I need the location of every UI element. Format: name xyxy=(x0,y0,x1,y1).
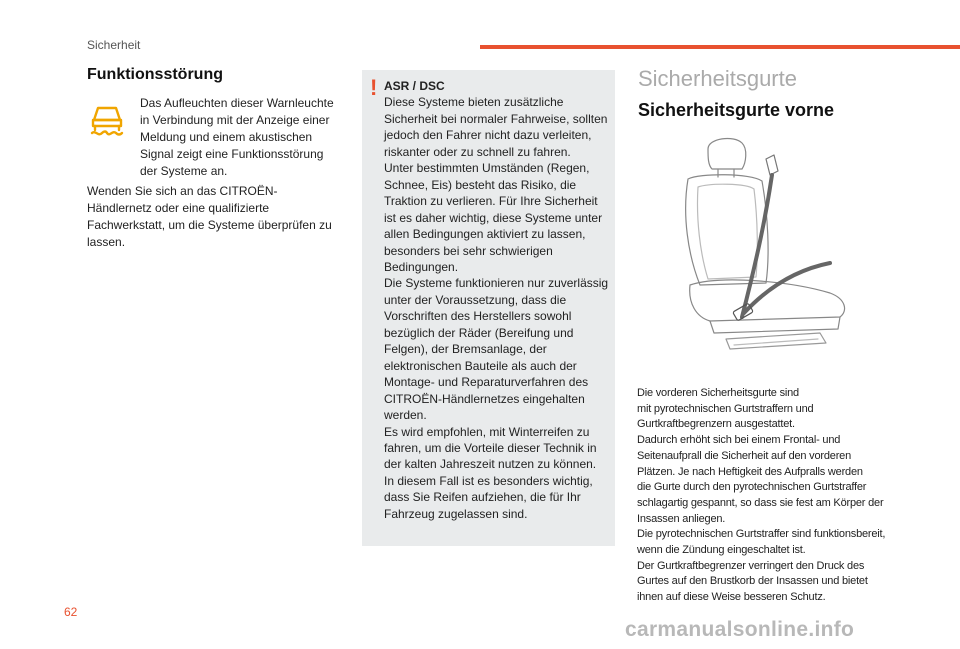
front-seat-belt-illustration xyxy=(670,135,860,360)
asr-dsc-note xyxy=(384,78,610,522)
watermark: carmanualsonline.info xyxy=(625,618,855,641)
section-header: Sicherheit xyxy=(87,38,141,52)
dealer-contact-text: Wenden Sie sich an das CITROËN-Händlernetz oder eine qualifizierte Fachwerkstatt, um die Systeme überprüfen zu lassen. xyxy=(87,184,332,249)
seat-belts-title: Sicherheitsgurte xyxy=(638,66,797,91)
malfunction-heading: Funktionsstörung xyxy=(87,66,223,83)
section-accent-bar xyxy=(480,45,960,49)
note-heading: ASR / DSC xyxy=(384,79,445,93)
exclamation-icon: ! xyxy=(370,75,378,100)
stability-control-warning-icon xyxy=(87,104,127,140)
front-seat-belts-subtitle: Sicherheitsgurte vorne xyxy=(638,100,835,120)
page-number: 62 xyxy=(64,605,78,619)
warning-light-description: Das Aufleuchten dieser Warnleuchte in Verbindung mit der Anzeige einer Meldung und einem akustischen Signal zeigt eine Funktionsstörung der Systeme an. xyxy=(140,96,334,178)
note-body: Diese Systeme bieten zusätzliche Sicherheit bei normaler Fahrweise, sollten jedoch den Fahrer nicht dazu verleiten, riskanter oder zu schnell zu fahren. Unter bestimmten Umständen (Regen, Schnee, Eis) besteht das Risiko, die Traktion zu verlieren. Für Ihre Sicherheit ist es daher wichtig, diese Systeme unter allen Bedingungen aktiviert zu lassen, besonders bei sehr schwierigen Bedingungen. Die Systeme funktionieren nur zuverlässig unter der Voraussetzung, dass die Vorschriften des Herstellers sowohl bezüglich der Räder (Bereifung und Felgen), der Bremsanlage, der elektronischen Bauteile als auch der Montage- und Reparaturverfahren des CITROËN-Händlernetzes eingehalten werden. Es wird empfohlen, mit Winterreifen zu fahren, um die Vorteile dieser Technik in der kalten Jahreszeit nutzen zu können. In diesem Fall ist es besonders wichtig, dass Sie Reifen aufziehen, die für Ihr Fahrzeug zugelassen sind. xyxy=(384,95,609,521)
seat-belt-description: Die vorderen Sicherheitsgurte sind mit pyrotechnischen Gurtstraffern und Gurtkraftbegrenzern ausgestattet. Dadurch erhöht sich bei einem Frontal- und Seitenaufprall die Sicherheit auf den vorderen Plätzen. Je nach Heftigkeit des Aufpralls werden die Gurte durch den pyrotechnischen Gurtstraffer schlagartig gespannt, so dass sie fest am Körper der Insassen anliegen. Die pyrotechnischen Gurtstraffer sind funktionsbereit, wenn die Zündung eingeschaltet ist. Der Gurtkraftbegrenzer verringert den Druck des Gurtes auf den Brustkorb der Insassen und bietet ihnen auf diese Weise besseren Schutz. xyxy=(637,387,886,604)
